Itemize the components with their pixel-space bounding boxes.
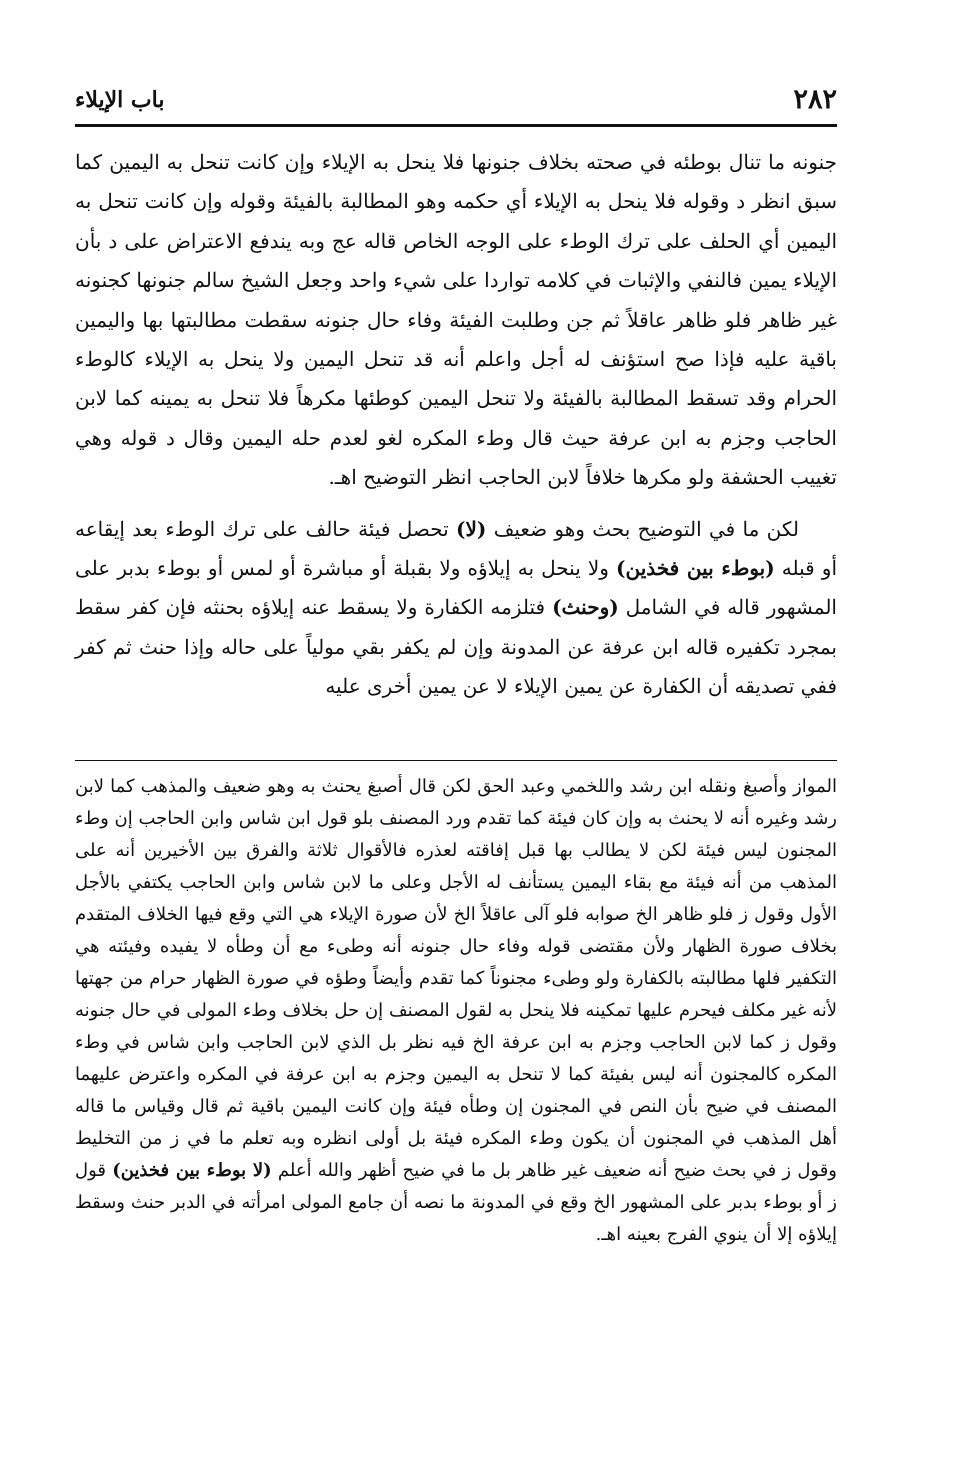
main-paragraph-1: جنونه ما تنال بوطئه في صحته بخلاف جنونها فلا ينحل به الإيلاء وإن كانت تنحل به اليمين كما سبق انظر د وقوله فلا ينحل به الإيلاء أي حكمه وهو المطالبة بالفيئة وقوله وإن كانت تنحل به اليمين أي الحلف على ترك الوطء على الوجه الخاص قاله عج وبه يندفع الاعتراض على د بأن الإيلاء يمين فالنفي والإثبات في كلامه تواردا على شيء واحد وجعل الشيخ سالم جنونها كجنونه غير ظاهر فلو ظاهر عاقلاً ثم جن وطلبت الفيئة وفاء حال جنونه سقطت مطالبتها بها واليمين باقية عليه فإذا صح استؤنف له أجل واعلم أنه قد تنحل اليمين ولا ينحل به الإيلاء كالوطء الحرام وقد تسقط المطالبة بالفيئة ولا تنحل اليمين كوطئها مكرهاً فلا تنحل به يمينه كما لابن الحاجب وجزم به ابن عرفة حيث قال وطء المكره لغو لعدم حله اليمين وقال د قوله وهي تغييب الحشفة ولو مكرها خلافاً لابن الحاجب انظر التوضيح اهـ. bbox=[74, 150, 837, 490]
footnote-rule bbox=[75, 760, 837, 761]
main-paragraph-2 bbox=[75, 510, 837, 707]
main-text-run: فتلزمه الكفارة ولا يسقط عنه إيلاؤه بحنثه فإن كفر سقط بمجرد تكفيره قاله ابن عرفة عن المدونة وإن لم يكفر بقي مولياً على حاله وإذا حنث ثم كفر ففي تصديقه أن الكفارة عن يمين الإيلاء لا عن يمين أخرى عليه bbox=[75, 595, 837, 699]
footnote-paragraph bbox=[75, 771, 837, 1251]
matn-phrase-la: (لا) bbox=[456, 516, 487, 541]
matn-phrase-thighs: (بوطء بين فخذين) bbox=[616, 556, 775, 581]
running-title: باب الإيلاء bbox=[75, 87, 165, 113]
page-header bbox=[75, 80, 837, 120]
footnote-matn-phrase: (لا بوطء بين فخذين) bbox=[112, 1160, 272, 1181]
footnote-text-run: قول ز أو بوطء بدبر على المشهور الخ وقع في المدونة ما نصه أن جامع المولى امرأته في الدبر حنث وسقط إيلاؤه إلا أن ينوي الفرج بعينه اهـ. bbox=[75, 1160, 837, 1245]
main-text bbox=[75, 143, 837, 707]
footnote-text-run: المواز وأصبغ ونقله ابن رشد واللخمي وعبد الحق لكن قال أصبغ يحنث به وهو ضعيف والمذهب كما لابن رشد وغيره أنه لا يحنث به وإن كان فيئة كما تقدم ورد المصنف بلو قول ابن شاس وابن الحاجب إن وطء المجنون ليس فيئة لكن لا يطالب بها قبل إفاقته لعذره فالأقوال ثلاثة والفرق بين الأخيرين أنه على المذهب من أنه فيئة مع بقاء اليمين يستأنف له الأجل وعلى ما لابن شاس وابن الحاجب يكتفي بالأجل الأول وقول ز فلو ظاهر الخ صوابه فلو آلى عاقلاً الخ لأن صورة الإيلاء هي التي وقع فيها الخلاف المتقدم بخلاف صورة الظهار ولأن مقتضى قوله وفاء حال جنونه أنه وطىء مع أن وطأه لا يفيده وفيئته هي التكفير فلها مطالبته بالكفارة ولو وطىء مجنوناً كما تقدم وأيضاً وطؤه في صورة الظهار حرام من جهتها لأنه غير مكلف فيحرم عليها تمكينه فلا ينحل به لقول المصنف إن حل بخلاف وطء المولى في حال جنونه وقول ز كما لابن الحاجب وجزم به ابن عرفة الخ فيه نظر بل الذي لابن الحاجب وابن شاس في وطء المكره كالمجنون أنه ليس بفيئة كما لا تنحل به اليمين وجزم به ابن عرفة في المكره واعترض عليهما المصنف في ضيح بأن النص في المجنون إن وطأه فيئة وإن كانت اليمين باقية ثم قال وقياس ما قاله أهل المذهب في المجنون أن يكون وطء المكره فيئة بل أولى انظره وبه تعلم ما في ز من التخليط وقول ز في بحث ضيح أنه ضعيف غير ظاهر بل ما في ضيح أظهر والله أعلم bbox=[75, 776, 838, 1181]
footnote bbox=[75, 771, 837, 1251]
main-text-run: تحصل فيئة حالف على ترك الوطء بعد إيقاعه أو قبله bbox=[75, 516, 837, 581]
main-text-run: ولا ينحل به إيلاؤه ولا بقبلة أو مباشرة أو لمس أو بوطء بدبر على المشهور قاله في الشامل bbox=[75, 556, 837, 620]
page-number: ٢٨٢ bbox=[793, 84, 837, 115]
main-text-run: لكن ما في التوضيح بحث وهو ضعيف bbox=[486, 516, 799, 541]
matn-phrase-hanith: (وحنث) bbox=[552, 595, 619, 620]
header-rule bbox=[75, 124, 837, 127]
